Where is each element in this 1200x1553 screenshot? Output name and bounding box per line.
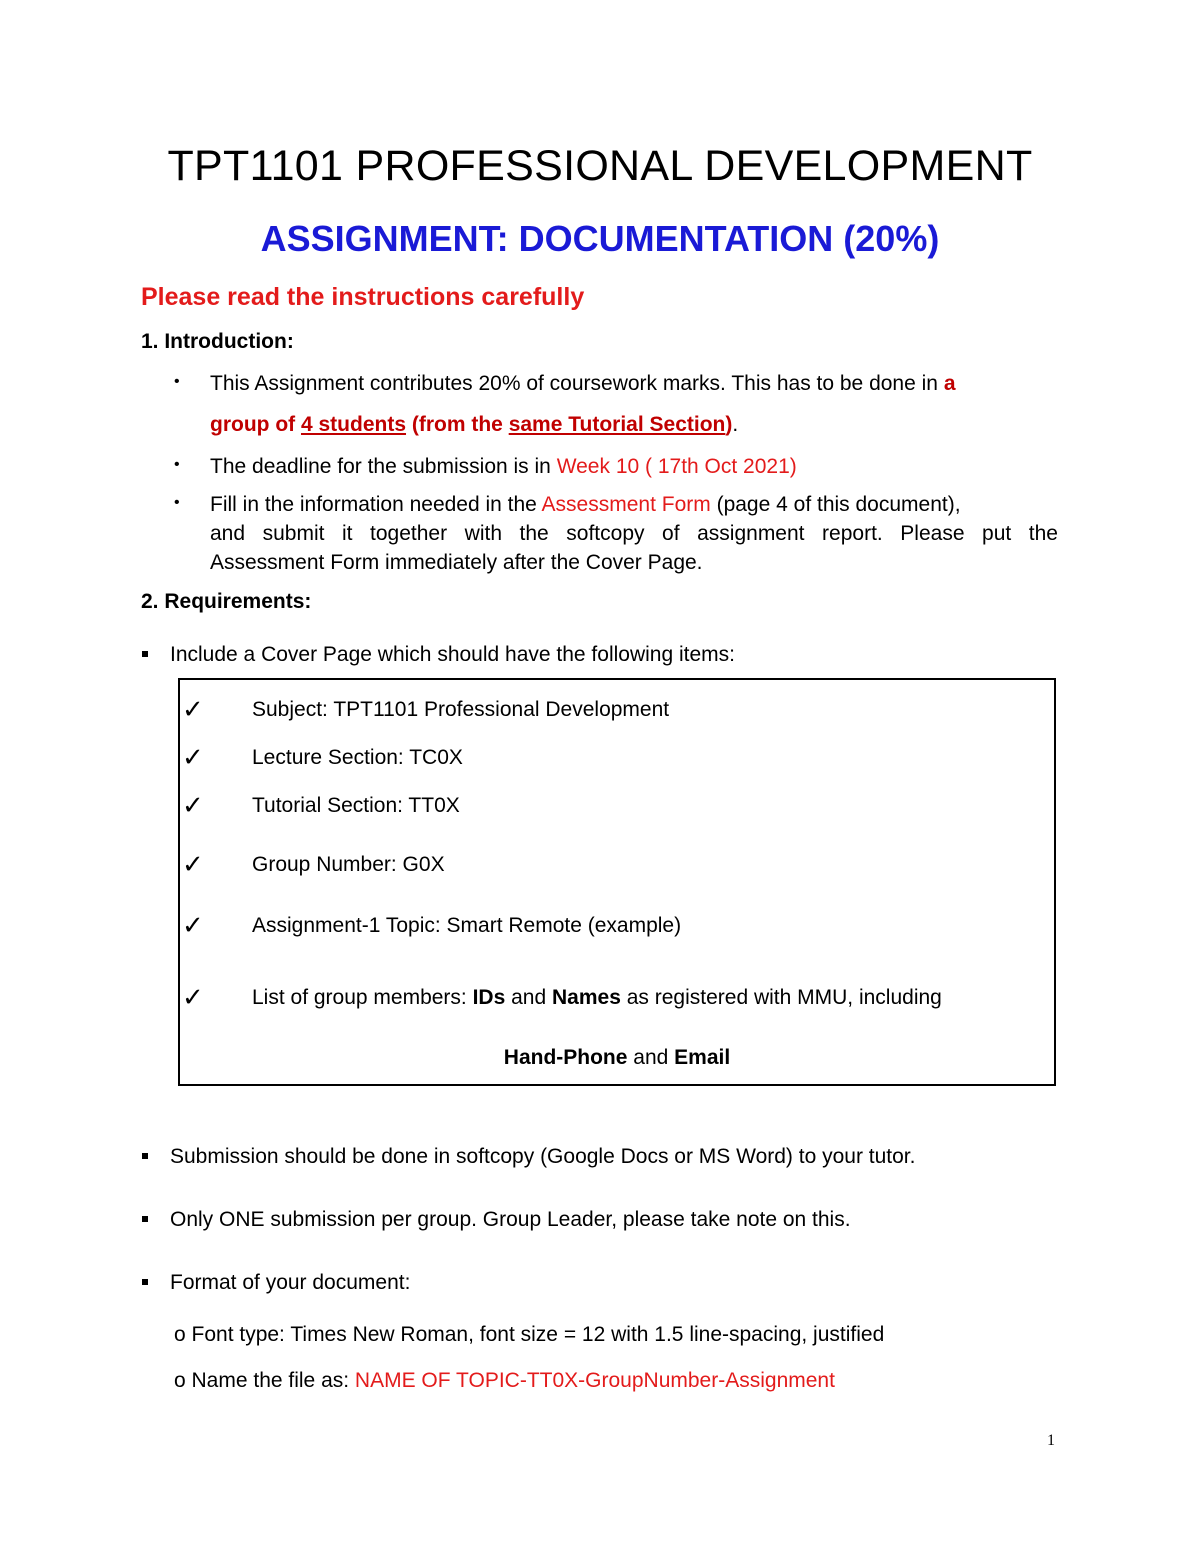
square-bullet-icon — [142, 1279, 148, 1285]
square-bullet-icon — [142, 1216, 148, 1222]
intro-bullet-1 — [210, 369, 1060, 398]
names-text: Names — [552, 986, 621, 1009]
assessment-form-link-text: Assessment Form — [541, 493, 711, 516]
instruction-note: Please read the instructions carefully — [141, 283, 585, 311]
bullet-icon: • — [174, 456, 180, 473]
square-bullet-icon — [142, 651, 148, 657]
period-text: . — [732, 413, 739, 436]
font-type-item: o Font type: Times New Roman, font size = 12 with 1.5 line-spacing, justified — [174, 1323, 885, 1346]
cover-page-items-box — [178, 678, 1056, 1086]
checkmark-icon: ✓ — [182, 791, 204, 821]
bullet-icon: • — [174, 373, 180, 390]
checkmark-icon: ✓ — [182, 743, 204, 773]
closing-paren-text: ) — [725, 413, 733, 436]
format-heading: Format of your document: — [170, 1271, 411, 1294]
four-students-text: 4 students — [300, 413, 407, 436]
bullet-icon: • — [174, 494, 180, 511]
cover-item-lecture-section: Lecture Section: TC0X — [252, 746, 463, 769]
deadline-text: The deadline for the submission is in — [210, 455, 557, 478]
square-bullet-icon — [142, 1153, 148, 1159]
file-name-label: o Name the file as: — [174, 1369, 355, 1392]
intro-bullet-1-text: This Assignment contributes 20% of coursework marks. This has to be done in — [210, 372, 944, 395]
intro-bullet-1-line2 — [210, 410, 738, 439]
intro-bullet-3-line3: Assessment Form immediately after the Cover Page. — [210, 551, 703, 574]
intro-bullet-2 — [210, 452, 797, 481]
checkmark-icon: ✓ — [182, 911, 204, 941]
intro-bullet-1-highlight: a — [943, 372, 956, 395]
group-of-text: group of — [210, 413, 301, 436]
file-name-item — [174, 1366, 835, 1395]
cover-item-group-number: Group Number: G0X — [252, 853, 445, 876]
checkmark-icon: ✓ — [182, 850, 204, 880]
fill-in-text: Fill in the information needed in the — [210, 493, 542, 516]
and-text: and — [505, 986, 552, 1009]
requirements-heading: 2. Requirements: — [141, 590, 312, 613]
assignment-subtitle: ASSIGNMENT: DOCUMENTATION (20%) — [260, 218, 940, 259]
email-text: Email — [674, 1046, 731, 1069]
cover-item-tutorial-section: Tutorial Section: TT0X — [252, 794, 460, 817]
intro-bullet-3 — [210, 490, 1058, 577]
cover-page-intro: Include a Cover Page which should have the following items: — [170, 643, 735, 666]
ids-text: IDs — [472, 986, 506, 1009]
checkmark-icon: ✓ — [182, 983, 204, 1013]
checkmark-icon: ✓ — [182, 695, 204, 725]
cover-item-subject: Subject: TPT1101 Professional Development — [252, 698, 670, 721]
and-text: and — [627, 1046, 675, 1069]
file-name-value: NAME OF TOPIC-TT0X-GroupNumber-Assignment — [354, 1369, 835, 1392]
cover-item-topic: Assignment-1 Topic: Smart Remote (example) — [252, 914, 682, 937]
document-title: TPT1101 PROFESSIONAL DEVELOPMENT — [167, 142, 1033, 190]
introduction-heading: 1. Introduction: — [141, 330, 294, 353]
hand-phone-text: Hand-Phone — [503, 1046, 628, 1069]
cover-item-members — [252, 986, 942, 1010]
members-text: List of group members: — [252, 986, 473, 1009]
submission-note: Submission should be done in softcopy (Google Docs or MS Word) to your tutor. — [170, 1145, 916, 1168]
from-the-text: (from the — [406, 413, 509, 436]
one-submission-note: Only ONE submission per group. Group Leader, please take note on this. — [170, 1208, 851, 1231]
registered-text: as registered with MMU, including — [620, 986, 942, 1009]
cover-item-members-line2 — [180, 1046, 1054, 1070]
intro-bullet-3-line2: and submit it together with the softcopy of assignment report. Please put the — [210, 522, 1058, 545]
deadline-date: Week 10 ( 17th Oct 2021) — [556, 455, 797, 478]
same-tutorial-section-text: same Tutorial Section — [508, 413, 726, 436]
page-number: 1 — [1047, 1432, 1055, 1449]
page-ref-text: (page 4 of this document), — [710, 493, 961, 516]
